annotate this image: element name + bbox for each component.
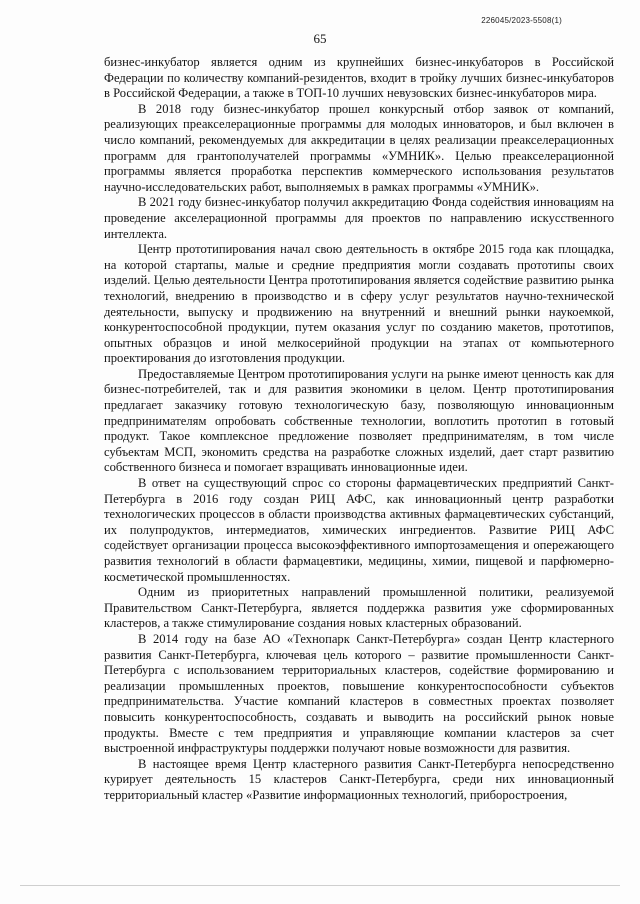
- paragraph-prototyping-services: Предоставляемые Центром прототипирования услуги на рынке имеют ценность как для бизнес-потребителей, так и для развития экономики в целом. Центр прототипирования предлагает заказчику готовую технологическую базу, позволяющую инновационным предпринимателям опробовать собственные технологии, воплотить прототип в готовый продукт. Такое комплексное предложение позволяет предпринимателям, в том числе субъектам МСП, экономить средства на разработке сложных изделий, дает старт развитию собственного бизнеса и помогает взращивать инновационные идеи.: [104, 366, 614, 475]
- paragraph-cluster-policy: Одним из приоритетных направлений промышленной политики, реализуемой Правительством Санкт-Петербурга, является поддержка развития уже сформированных кластеров, а также стимулирование создания новых кластерных образований.: [104, 585, 614, 631]
- paragraph-accreditation-2021: В 2021 году бизнес-инкубатор получил аккредитацию Фонда содействия инновациям на проведение акселерационной программы для проектов по направлению искусственного интеллекта.: [104, 195, 614, 241]
- paragraph-umnik-2018: В 2018 году бизнес-инкубатор прошел конкурсный отбор заявок от компаний, реализующих преакселерационные программы для молодых инноваторов, и был включен в число компаний, рекомендуемых для аккредитации в целях реализации преакселерационных программ для грантополучателей программы «УМНИК». Целью преакселерационной программы является проработка перспектив коммерческого использования результатов научно-исследовательских работ, выполняемых в рамках программы «УМНИК».: [104, 101, 614, 194]
- document-id: 226045/2023-5508(1): [481, 16, 562, 25]
- document-body: [104, 55, 614, 804]
- paragraph-incubator-ranking: бизнес-инкубатор является одним из крупнейших бизнес-инкубаторов в Российской Федерации по количеству компаний-резидентов, входит в тройку лучших бизнес-инкубаторов в Российской Федерации, а также в ТОП-10 лучших невузовских бизнес-инкубаторов мира.: [104, 55, 614, 101]
- page-number: 65: [313, 31, 327, 46]
- paragraph-ric-afs: В ответ на существующий спрос со стороны фармацевтических предприятий Санкт-Петербурга в 2016 году создан РИЦ АФС, как инновационный центр разработки технологических процессов в области производства активных фармацевтических субстанций, их полупродуктов, интермедиатов, химических ингредиентов. Развитие РИЦ АФС содействует организации процесса высокоэффективного импортозамещения и опережающего развития технологий в области фармацевтики, медицины, химии, пищевой и парфюмерно-косметической промышленностях.: [104, 476, 614, 584]
- paragraph-cluster-center-2014: В 2014 году на базе АО «Технопарк Санкт-Петербурга» создан Центр кластерного развития Санкт-Петербурга, ключевая цель которого – развитие промышленности Санкт-Петербурга с использованием территориальных кластеров, содействие формированию и реализации промышленных проектов, повышение конкурентоспособности субъектов предпринимательства. Участие компаний кластеров в совместных проектах позволяет повысить конкурентоспособность, создавать и выводить на российский рынок новые продукты. Вместе с тем предприятия и управляющие компании кластеров за счет выстроенной инфраструктуры поддержки получают новые возможности для развития.: [104, 631, 614, 756]
- paragraph-prototyping-center: Центр прототипирования начал свою деятельность в октябре 2015 года как площадка, на которой стартапы, малые и средние предприятия могли создавать прототипы своих изделий. Целью деятельности Центра прототипирования является содействие развитию рынка технологий, внедрению в производство и в сферу услуг результатов научно-технической деятельности, выпуску и продвижению на внутренний и внешний рынки наукоемкой, конкурентоспособной продукции, путем оказания услуг по созданию макетов, прототипов, опытных образцов и иной мелкосерийной продукции на этапах от компьютерного проектирования до изготовления продукции.: [104, 242, 614, 366]
- paragraph-clusters-current: В настоящее время Центр кластерного развития Санкт-Петербурга непосредственно курирует деятельность 15 кластеров Санкт-Петербурга, среди них инновационный территориальный кластер «Развитие информационных технологий, приборостроения,: [104, 756, 614, 802]
- scan-edge-line: [20, 885, 620, 886]
